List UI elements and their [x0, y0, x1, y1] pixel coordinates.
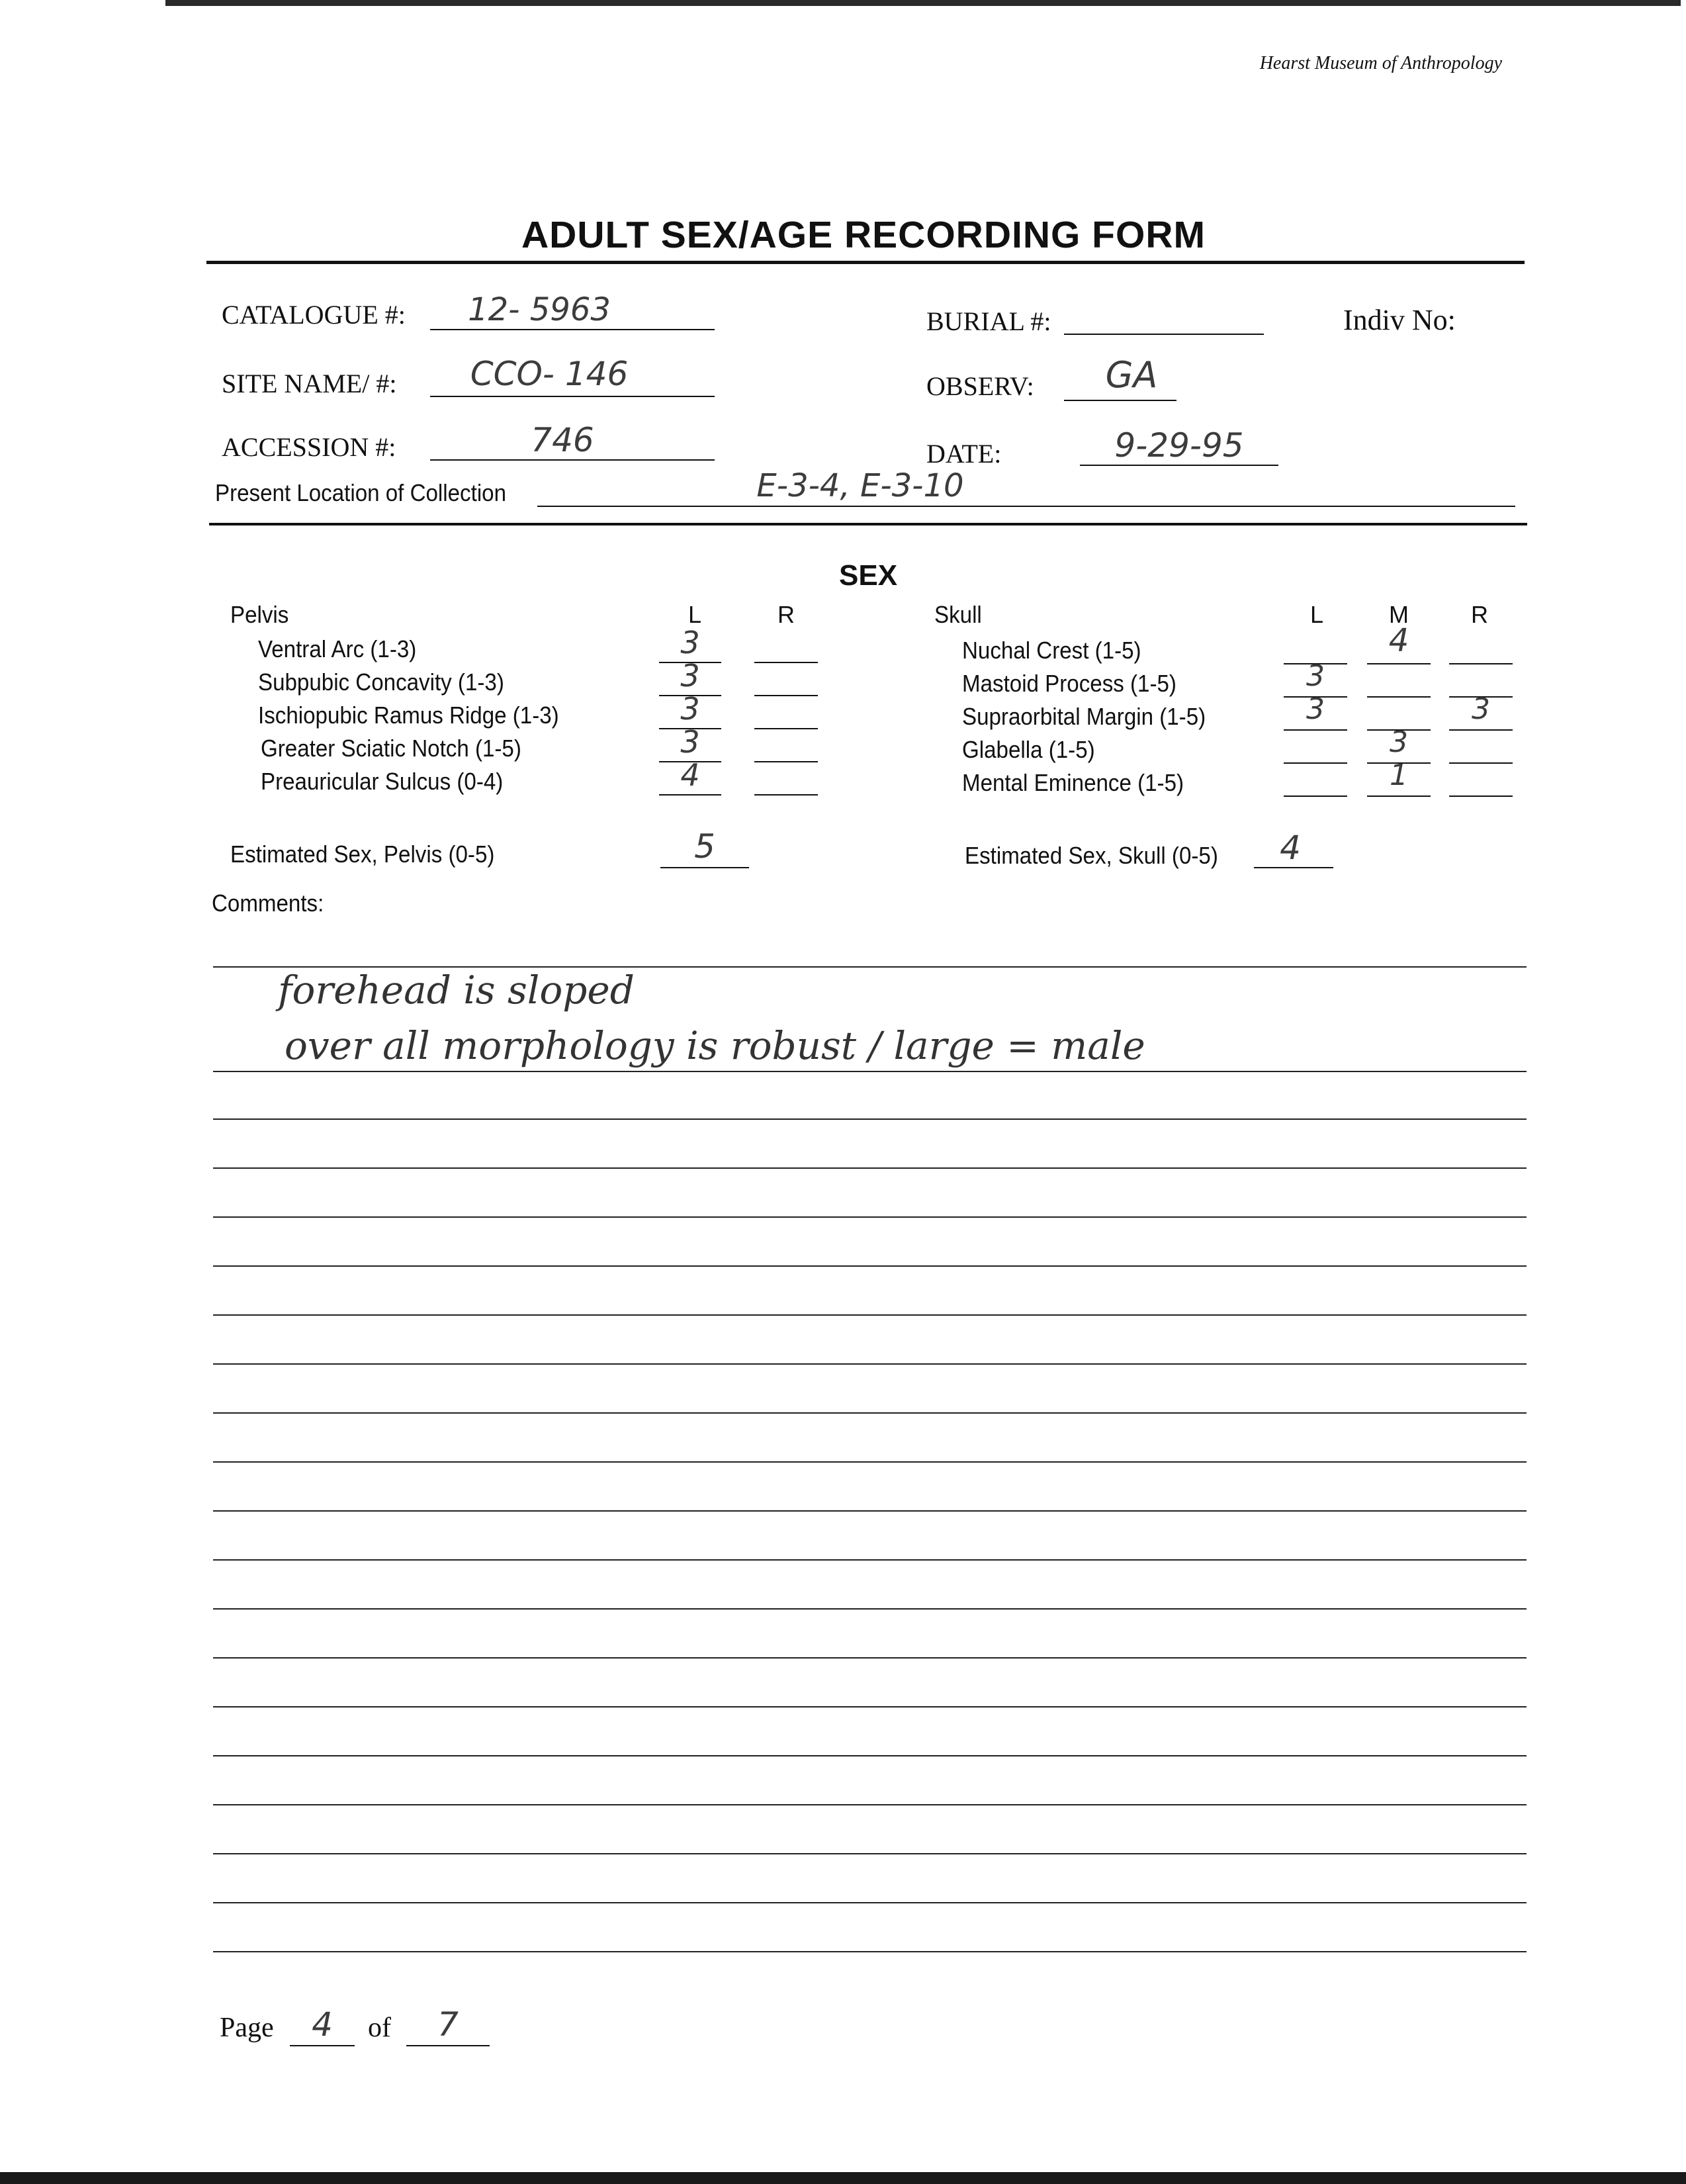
pelvis-row-label: Ventral Arc (1-3) [258, 635, 417, 662]
skull-row-l-line [1284, 729, 1347, 731]
page-number-value[interactable]: 4 [312, 2005, 333, 2044]
catalogue-label: CATALOGUE #: [222, 300, 406, 330]
skull-heading: Skull [934, 601, 982, 628]
skull-estimate-value[interactable]: 4 [1280, 829, 1301, 867]
accession-underline [430, 459, 715, 461]
comment-line [213, 1559, 1527, 1561]
comment-text-line-2[interactable]: over all morphology is robust / large = male [285, 1023, 1145, 1068]
skull-row-m-line [1367, 796, 1431, 797]
page-total-value[interactable]: 7 [437, 2005, 459, 2044]
skull-row-label: Mental Eminence (1-5) [962, 769, 1184, 796]
pelvis-estimate-label: Estimated Sex, Pelvis (0-5) [230, 841, 495, 868]
pelvis-row-r-line [754, 728, 818, 729]
comment-line [213, 1902, 1527, 1903]
skull-row-l-value[interactable]: 3 [1306, 692, 1325, 726]
skull-row-r-line [1449, 729, 1513, 731]
location-label: Present Location of Collection [215, 479, 507, 506]
observ-underline [1064, 400, 1176, 401]
comment-line [213, 1118, 1527, 1120]
pelvis-row-r-line [754, 794, 818, 796]
skull-row-label: Supraorbital Margin (1-5) [962, 703, 1206, 730]
pelvis-row-l-value[interactable]: 3 [680, 658, 700, 694]
skull-row-r-line [1449, 663, 1513, 664]
pelvis-col-l: L [688, 601, 702, 628]
comment-line [213, 1510, 1527, 1512]
comment-line [213, 1216, 1527, 1218]
location-value[interactable]: E-3-4, E-3-10 [756, 467, 964, 504]
skull-col-r: R [1471, 601, 1488, 628]
skull-row-l-value[interactable]: 3 [1306, 659, 1325, 693]
comment-line [213, 1608, 1527, 1610]
pelvis-row-label: Ischiopubic Ramus Ridge (1-3) [258, 702, 559, 729]
pelvis-row-r-line [754, 695, 818, 696]
skull-row-m-line [1367, 663, 1431, 664]
skull-row-r-line [1449, 796, 1513, 797]
skull-row-l-line [1284, 796, 1347, 797]
skull-row-m-value[interactable]: 1 [1390, 758, 1408, 792]
pelvis-col-r: R [777, 601, 795, 628]
pelvis-row-l-value[interactable]: 3 [680, 625, 700, 660]
pelvis-estimate-underline [660, 867, 749, 868]
pelvis-estimate-value[interactable]: 5 [694, 827, 715, 866]
pelvis-row-l-value[interactable]: 3 [680, 724, 700, 760]
skull-row-m-value[interactable]: 4 [1388, 622, 1409, 659]
pelvis-heading: Pelvis [230, 601, 289, 628]
form-title: ADULT SEX/AGE RECORDING FORM [521, 214, 1206, 256]
comment-line [213, 1167, 1527, 1169]
skull-row-m-value[interactable]: 3 [1390, 725, 1408, 759]
comments-label: Comments: [212, 889, 324, 917]
skull-row-r-line [1449, 762, 1513, 764]
comment-line [213, 1363, 1527, 1365]
comment-line [213, 1706, 1527, 1707]
comment-line [213, 1755, 1527, 1756]
date-underline [1080, 465, 1278, 466]
accession-value[interactable]: 746 [531, 421, 594, 459]
title-rule [206, 261, 1525, 264]
pelvis-row-label: Greater Sciatic Notch (1-5) [261, 735, 521, 762]
site-value[interactable]: CCO- 146 [470, 355, 629, 393]
skull-col-l: L [1309, 601, 1324, 628]
location-underline [537, 506, 1515, 507]
date-value[interactable]: 9-29-95 [1114, 426, 1244, 465]
skull-row-l-line [1284, 762, 1347, 764]
comment-line [213, 1461, 1527, 1463]
pelvis-row-r-line [754, 761, 818, 762]
comment-line [213, 1071, 1527, 1072]
skull-estimate-label: Estimated Sex, Skull (0-5) [965, 842, 1218, 869]
scan-bottom-edge [0, 2172, 1686, 2184]
comment-line [213, 1314, 1527, 1316]
skull-row-label: Nuchal Crest (1-5) [962, 637, 1141, 664]
observ-label: OBSERV: [926, 371, 1034, 401]
comment-line [213, 1951, 1527, 1952]
pelvis-row-label: Preauricular Sulcus (0-4) [261, 768, 504, 795]
pelvis-row-l-value[interactable]: 3 [680, 691, 700, 727]
catalogue-underline [430, 329, 715, 330]
observ-value[interactable]: GA [1105, 354, 1158, 396]
date-label: DATE: [926, 439, 1002, 469]
site-underline [430, 396, 715, 397]
header-section-rule [209, 523, 1527, 525]
skull-estimate-underline [1254, 867, 1333, 868]
page-label: Page [220, 2013, 274, 2043]
comment-line [213, 1657, 1527, 1659]
comment-line [213, 1853, 1527, 1854]
indiv-no-label: Indiv No: [1343, 304, 1456, 336]
page-number-underline [290, 2045, 355, 2046]
pelvis-row-l-value[interactable]: 4 [680, 757, 700, 793]
comment-line [213, 1265, 1527, 1267]
site-label: SITE NAME/ #: [222, 369, 397, 398]
scan-top-edge [165, 0, 1681, 6]
skull-row-label: Mastoid Process (1-5) [962, 670, 1176, 697]
comment-line [213, 1412, 1527, 1414]
comment-text-line-1[interactable]: forehead is sloped [278, 968, 635, 1013]
skull-col-m: M [1389, 601, 1409, 628]
skull-row-r-value[interactable]: 3 [1472, 692, 1490, 726]
skull-row-label: Glabella (1-5) [962, 736, 1095, 763]
sex-heading: SEX [839, 559, 898, 592]
accession-label: ACCESSION #: [222, 432, 396, 462]
pelvis-row-label: Subpubic Concavity (1-3) [258, 668, 504, 696]
burial-label: BURIAL #: [926, 306, 1051, 336]
page-total-underline [406, 2045, 490, 2046]
catalogue-value[interactable]: 12- 5963 [468, 291, 611, 328]
pelvis-row-r-line [754, 662, 818, 663]
skull-row-m-line [1367, 696, 1431, 698]
pelvis-row-l-line [659, 794, 721, 796]
comment-line [213, 1804, 1527, 1805]
burial-underline [1064, 334, 1264, 335]
museum-name: Hearst Museum of Anthropology [1259, 53, 1502, 73]
page-of-label: of [368, 2013, 391, 2043]
